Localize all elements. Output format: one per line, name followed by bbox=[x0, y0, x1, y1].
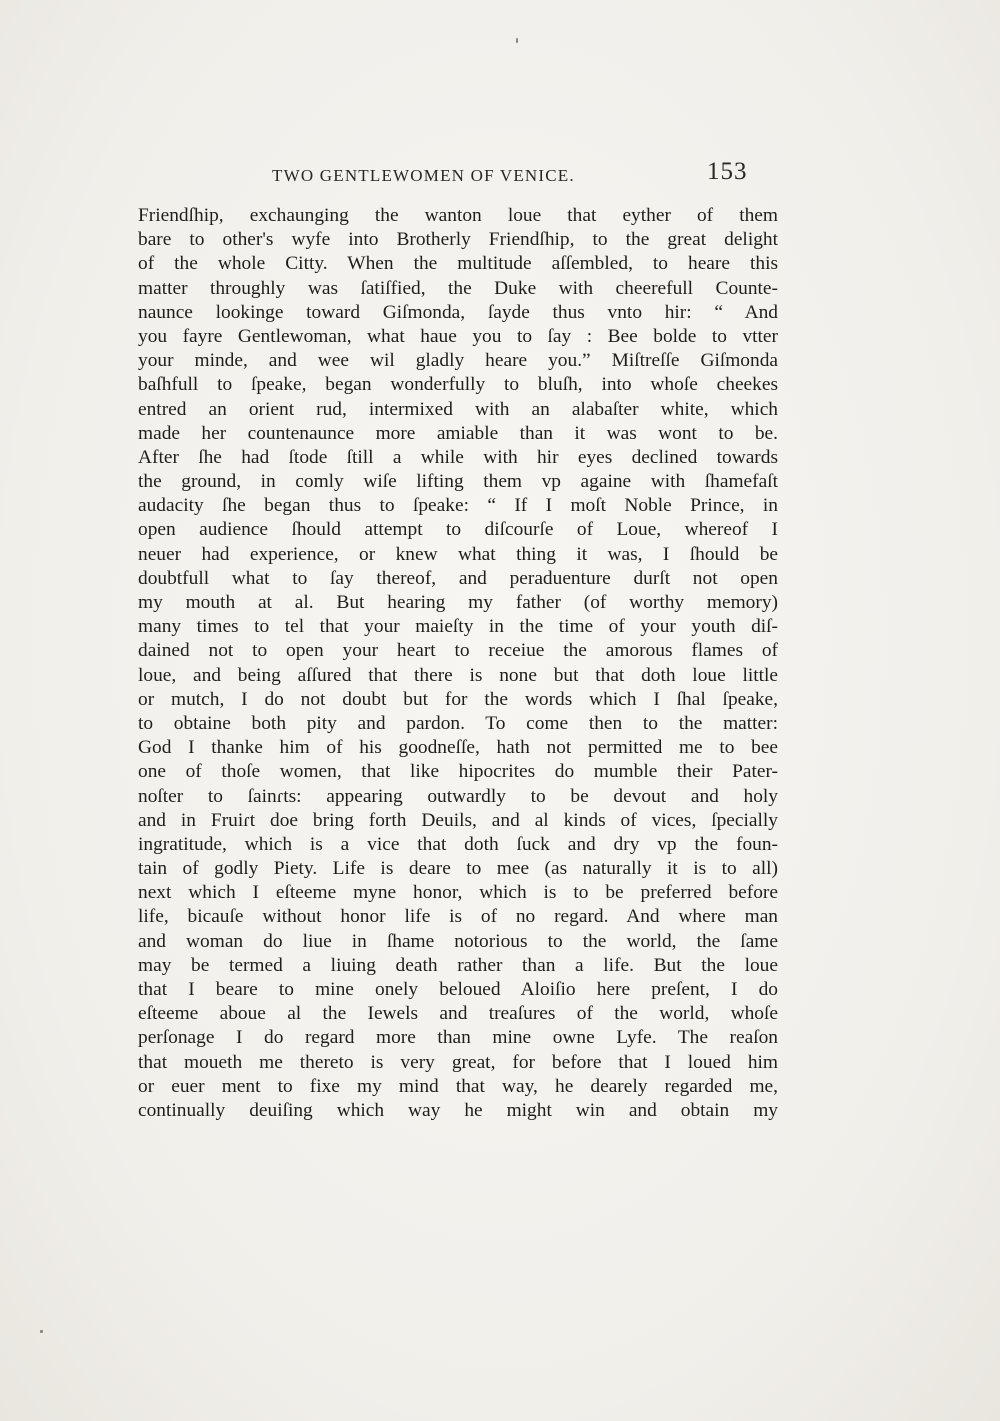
text-line: next which I eſteeme myne honor, which is to be preferred before bbox=[138, 882, 778, 904]
text-line: and woman do liue in ſhame notorious to the world, the ſame bbox=[138, 930, 778, 952]
text-line: audacity ſhe began thus to ſpeake: “ If I moſt Noble Prince, in bbox=[138, 495, 778, 517]
text-line: doubtfull what to ſay thereof, and peraduenture durſt not open bbox=[138, 567, 778, 589]
text-line: dained not to open your heart to receiue the amorous flames of bbox=[138, 640, 778, 662]
text-line: that I beare to mine onely beloued Aloiſio here preſent, I do bbox=[138, 979, 778, 1000]
text-line: your minde, and wee wil gladly heare you.” Miſtreſſe Giſmonda bbox=[138, 350, 778, 372]
body-text bbox=[138, 204, 778, 1123]
text-line: ingratitude, which is a vice that doth ſuck and dry vp the foun- bbox=[138, 833, 778, 855]
text-line: you fayre Gentlewoman, what haue you to ſay : Bee bolde to vtter bbox=[138, 325, 778, 347]
text-line: neuer had experience, or knew what thing it was, I ſhould be bbox=[138, 543, 778, 565]
paper-speck bbox=[516, 38, 518, 43]
text-line: or euer ment to fixe my mind that way, he dearely regarded me, bbox=[138, 1075, 778, 1097]
text-line: entred an orient rud, intermixed with an alabaſter white, which bbox=[138, 398, 778, 420]
text-line: that moueth me thereto is very great, for before that I loued him bbox=[138, 1051, 778, 1073]
text-line: one of thoſe women, that like hipocrites do mumble their Pater- bbox=[138, 761, 778, 783]
page-number: 153 bbox=[707, 158, 748, 185]
text-line: tain of godly Piety. Life is deare to mee (as naturally it is to all) bbox=[138, 858, 778, 880]
text-line: God I thanke him of his goodneſſe, hath not permitted me to bee bbox=[138, 737, 778, 759]
text-line: naunce lookinge toward Giſmonda, ſayde thus vnto hir: “ And bbox=[138, 301, 778, 323]
text-line: my mouth at al. But hearing my father (of worthy memory) bbox=[138, 592, 778, 613]
text-line: and in Fruiɾt doe bring forth Deuils, and al kinds of vices, ſpecially bbox=[138, 809, 778, 831]
text-line: baſhfull to ſpeake, began wonderfully to bluſh, into whoſe cheekes bbox=[138, 374, 778, 396]
text-line: of the whole Citty. When the multitude aſſembled, to heare this bbox=[138, 253, 778, 275]
text-line: matter throughly was ſatiſfied, the Duke with cheerefull Counte- bbox=[138, 277, 778, 299]
text-line: After ſhe had ſtode ſtill a while with hir eyes declined towards bbox=[138, 446, 778, 468]
text-line: life, bicauſe without honor life is of no regard. And where man bbox=[138, 906, 778, 928]
text-line: many times to tel that your maieſty in the time of your youth diſ- bbox=[138, 616, 778, 638]
text-line: Friendſhip, exchaunging the wanton loue that eyther of them bbox=[138, 205, 778, 226]
text-line: may be termed a liuing death rather than a life. But the loue bbox=[138, 954, 778, 976]
text-line: the ground, in comly wiſe lifting them vp againe with ſhamefaſt bbox=[138, 471, 778, 493]
running-title: TWO GENTLEWOMEN OF VENICE. bbox=[272, 166, 575, 185]
text-line: made her countenaunce more amiable than it was wont to be. bbox=[138, 422, 778, 444]
text-line: eſteeme aboue al the Iewels and treaſures of the world, whoſe bbox=[138, 1003, 778, 1025]
text-line: noſter to ſainɾts: appearing outwardly to be devout and holy bbox=[138, 785, 778, 807]
text-line: open audience ſhould attempt to diſcourſe of Loue, whereof I bbox=[138, 519, 778, 541]
text-line: continually deuiſing which way he might win and obtain my bbox=[138, 1099, 778, 1121]
text-line: perſonage I do regard more than mine owne Lyfe. The reaſon bbox=[138, 1027, 778, 1049]
text-line: or mutch, I do not doubt but for the words which I ſhal ſpeake, bbox=[138, 688, 778, 710]
text-line: bare to other's wyfe into Brotherly Friendſhip, to the great delight bbox=[138, 229, 778, 251]
text-line: loue, and being aſſured that there is none but that doth loue little bbox=[138, 664, 778, 686]
paper-speck bbox=[40, 1330, 43, 1333]
text-line: to obtaine both pity and pardon. To come then to the matter: bbox=[138, 712, 778, 734]
